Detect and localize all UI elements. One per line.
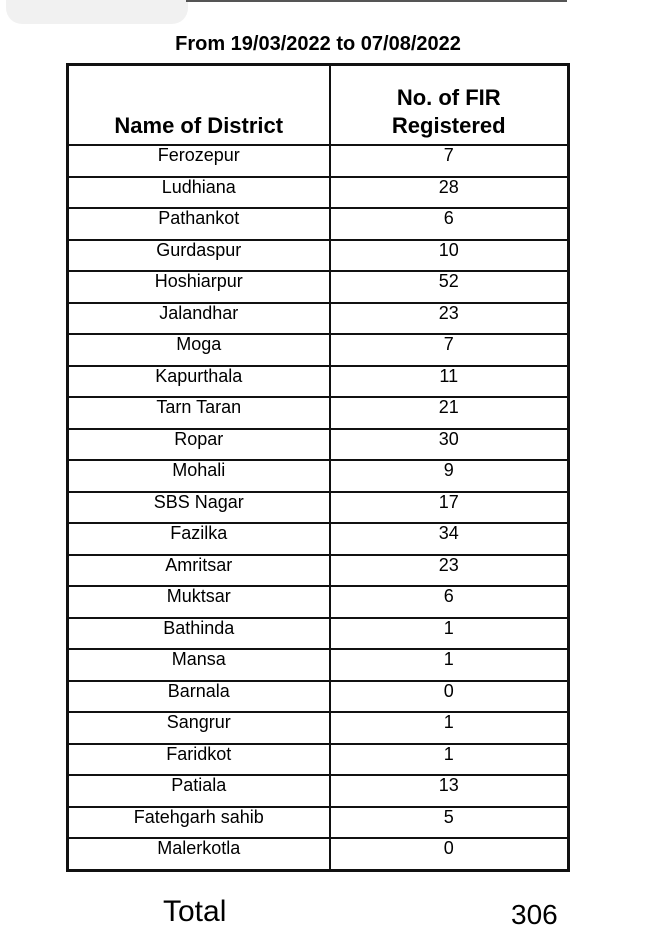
district-name-cell: Gurdaspur (68, 240, 330, 272)
table-row (68, 523, 569, 555)
table-row (68, 618, 569, 650)
district-name-cell: Patiala (68, 775, 330, 807)
table-row (68, 838, 569, 870)
table-row (68, 334, 569, 366)
table-row (68, 397, 569, 429)
table-header-row (68, 65, 569, 146)
fir-count-cell: 1 (330, 712, 569, 744)
fir-count-cell: 23 (330, 303, 569, 335)
fir-count-cell: 6 (330, 586, 569, 618)
fir-count-cell: 7 (330, 334, 569, 366)
fir-count-cell: 5 (330, 807, 569, 839)
table-row (68, 271, 569, 303)
district-name-cell: SBS Nagar (68, 492, 330, 524)
table-row (68, 744, 569, 776)
fir-count-cell: 34 (330, 523, 569, 555)
fir-count-cell: 17 (330, 492, 569, 524)
fir-count-cell: 0 (330, 681, 569, 713)
district-name-cell: Hoshiarpur (68, 271, 330, 303)
fir-count-cell: 11 (330, 366, 569, 398)
top-notch-decoration (6, 0, 188, 24)
district-name-cell: Mohali (68, 460, 330, 492)
district-name-cell: Jalandhar (68, 303, 330, 335)
date-range-heading: From 19/03/2022 to 07/08/2022 (175, 33, 461, 55)
district-name-cell: Kapurthala (68, 366, 330, 398)
table-row (68, 429, 569, 461)
table-row (68, 303, 569, 335)
table-row (68, 649, 569, 681)
district-name-cell: Pathankot (68, 208, 330, 240)
fir-count-cell: 13 (330, 775, 569, 807)
table-row (68, 145, 569, 177)
district-name-cell: Tarn Taran (68, 397, 330, 429)
district-name-cell: Barnala (68, 681, 330, 713)
fir-count-column-header: No. of FIR Registered (330, 65, 569, 146)
table-row (68, 775, 569, 807)
fir-count-cell: 0 (330, 838, 569, 870)
fir-count-cell: 7 (330, 145, 569, 177)
district-name-cell: Muktsar (68, 586, 330, 618)
district-column-header: Name of District (68, 65, 330, 146)
district-name-cell: Ludhiana (68, 177, 330, 209)
district-name-cell: Faridkot (68, 744, 330, 776)
table-row (68, 681, 569, 713)
table-row (68, 177, 569, 209)
fir-count-cell: 28 (330, 177, 569, 209)
district-name-cell: Moga (68, 334, 330, 366)
fir-count-cell: 9 (330, 460, 569, 492)
fir-count-cell: 1 (330, 618, 569, 650)
table-row (68, 366, 569, 398)
district-name-cell: Fazilka (68, 523, 330, 555)
district-name-cell: Ropar (68, 429, 330, 461)
table-row (68, 208, 569, 240)
fir-count-cell: 52 (330, 271, 569, 303)
table-row (68, 712, 569, 744)
total-value: 306 (511, 899, 558, 930)
fir-count-cell: 21 (330, 397, 569, 429)
district-name-cell: Bathinda (68, 618, 330, 650)
district-name-cell: Sangrur (68, 712, 330, 744)
district-name-cell: Mansa (68, 649, 330, 681)
table-row (68, 460, 569, 492)
district-name-cell: Malerkotla (68, 838, 330, 870)
fir-count-cell: 30 (330, 429, 569, 461)
district-name-cell: Ferozepur (68, 145, 330, 177)
fir-count-cell: 6 (330, 208, 569, 240)
fir-count-cell: 23 (330, 555, 569, 587)
top-divider-line (186, 0, 567, 2)
table-row (68, 240, 569, 272)
fir-table (66, 63, 570, 872)
total-label: Total (163, 895, 227, 928)
table-row (68, 807, 569, 839)
fir-count-cell: 1 (330, 744, 569, 776)
district-name-cell: Fatehgarh sahib (68, 807, 330, 839)
table-row (68, 555, 569, 587)
table-row (68, 492, 569, 524)
fir-table-container (66, 26, 567, 872)
fir-count-cell: 1 (330, 649, 569, 681)
table-row (68, 586, 569, 618)
district-name-cell: Amritsar (68, 555, 330, 587)
fir-count-cell: 10 (330, 240, 569, 272)
